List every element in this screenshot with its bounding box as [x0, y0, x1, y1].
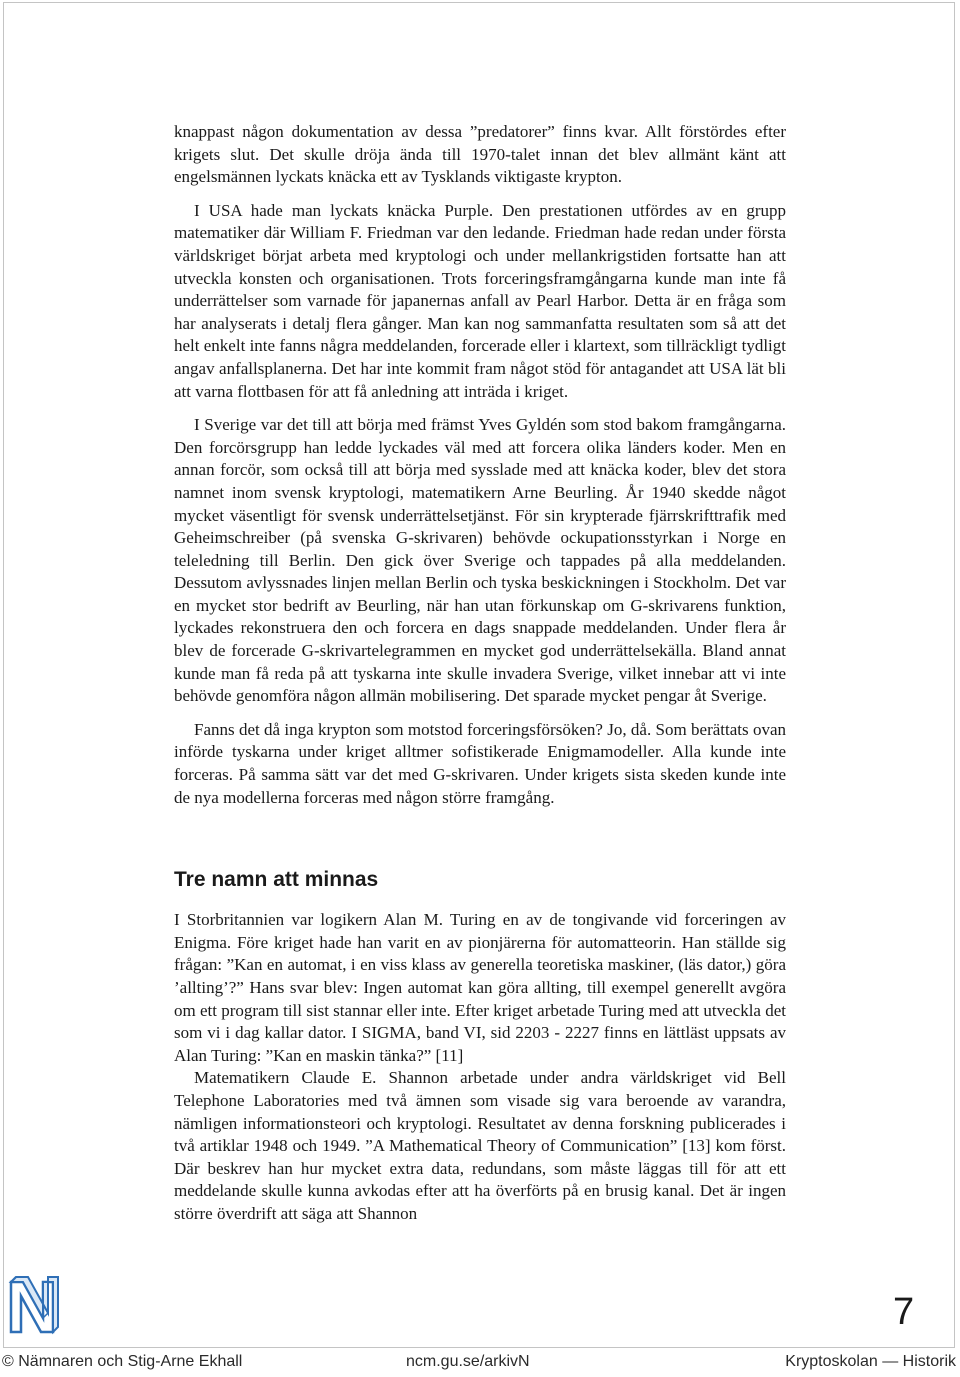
paragraph: Fanns det då inga krypton som motstod forceringsförsöken? Jo, då. Som berättats ovan införde tyskarna under kriget alltmer sofistikerade Enigmamodeller. Alla kunde inte forceras. På samma sätt var det med G-skrivaren. Under krigets sista skeden kunde inte de nya modellerna forceras med någon större framgång.	[174, 719, 786, 807]
footer	[0, 1353, 960, 1377]
footer-section-title: Kryptoskolan — Historik	[785, 1353, 956, 1370]
paragraph: knappast någon dokumentation av dessa ”predatorer” finns kvar. Allt förstördes efter krigets slut. Det skulle dröja ända till 1970-talet innan det blev allmänt känt att engelsmännen lyckats knäcka ett av Tysklands viktigaste krypton.	[174, 122, 786, 187]
page-content	[174, 121, 786, 1226]
paragraph: I Storbritannien var logikern Alan M. Turing en av de tongivande vid forceringen av Enigma. Före kriget hade han varit en av pionjärerna för automatteorin. Han ställde sig frågan: ”Kan en automat, i en viss klass av generella teoretiska maskiner, (läs dator,) göra ’allting’?” Hans svar blev: Ingen automat kan göra allting, till exempel generellt avgöra om ett program till sist stannar eller inte. Efter kriget arbetade Turing med att utveckla det som vi i dag kallar dator. I SIGMA, band VI, sid 2203 - 2227 finns en lättläst uppsats av Alan Turing: ”Kan en maskin tänka?” [11]	[174, 910, 786, 1065]
paragraph: Matematikern Claude E. Shannon arbetade under andra världskriget vid Bell Telephone Laboratories med två ämnen som visade sig vara beroende av varandra, nämligen informationsteori och kryptologi. Resultatet av denna forskning publicerades i två artiklar 1948 och 1949. ”A Mathematical Theory of Communication” [13] kom först. Där beskrev han hur mycket extra data, redundans, som måste läggas till för att ett meddelande skulle kunna avkodas efter att ha överförts på en brusig kanal. Det är ingen större överdrift att säga att Shannon	[174, 1068, 786, 1223]
footer-copyright: © Nämnaren och Stig-Arne Ekhall	[2, 1353, 243, 1370]
section-heading: Tre namn att minnas	[174, 868, 379, 892]
ncm-n-logo-icon	[3, 1272, 61, 1342]
footer-url: ncm.gu.se/arkivN	[406, 1353, 530, 1370]
page-number: 7	[893, 1291, 915, 1333]
paragraph: I Sverige var det till att börja med främst Yves Gyldén som stod bakom framgångarna. Den forcörsgrupp han ledde lyckades väl med att forcera olika länders koder. Men en annan forcör, som också till att börja med sysslade med att knäcka koder, blev det stora namnet inom svensk kryptologi, matematikern Arne Beurling. År 1940 skedde något mycket väsentligt för svensk underrättelsetjänst. För sin krypterade fjärrskrifttrafik med Geheimschreiber (på svenska G-skrivaren) behövde ockupationsstyrkan i Norge en teleledning till Berlin. Den gick över Sverige och tappades på alla meddelanden. Dessutom avlyssnades linjen mellan Berlin och tyska beskickningen i Stockholm. Det var en mycket stor bedrift av Beurling, när han utan förkunskap om G-skrivarens funktion, lyckades rekonstruera den och forcera en dags snappade meddelanden. Under flera år blev de forcerade G-skrivartelegrammen en mycket god underrättelsekälla. Bland annat kunde man få reda på att tyskarna inte skulle invadera Sverige, vilket innebar att vi inte behövde genomföra någon allmän mobilisering. Det sparade mycket pengar åt Sverige.	[174, 415, 786, 706]
paragraph: I USA hade man lyckats knäcka Purple. Den prestationen utfördes av en grupp matematiker där William F. Friedman var den ledande. Friedman hade redan under första världskriget börjat arbeta med kryptologi och under mellankrigstiden fortsatte han att utveckla konsten och organisationen. Trots forceringsframgångarna kunde man inte få underrättelser som varnade för japanernas anfall av Pearl Harbor. Detta är en fråga som har analyserats i detalj flera gånger. Man kan nog sammanfatta resultaten som så att det helt enkelt inte fanns några meddelanden, forcerade eller i klartext, som tillräckligt tydligt angav anfallsplanerna. Det har inte kommit fram något stöd för antagandet att USA lät bli att varna flottbasen för att få anledning att inträda i kriget.	[174, 200, 786, 401]
